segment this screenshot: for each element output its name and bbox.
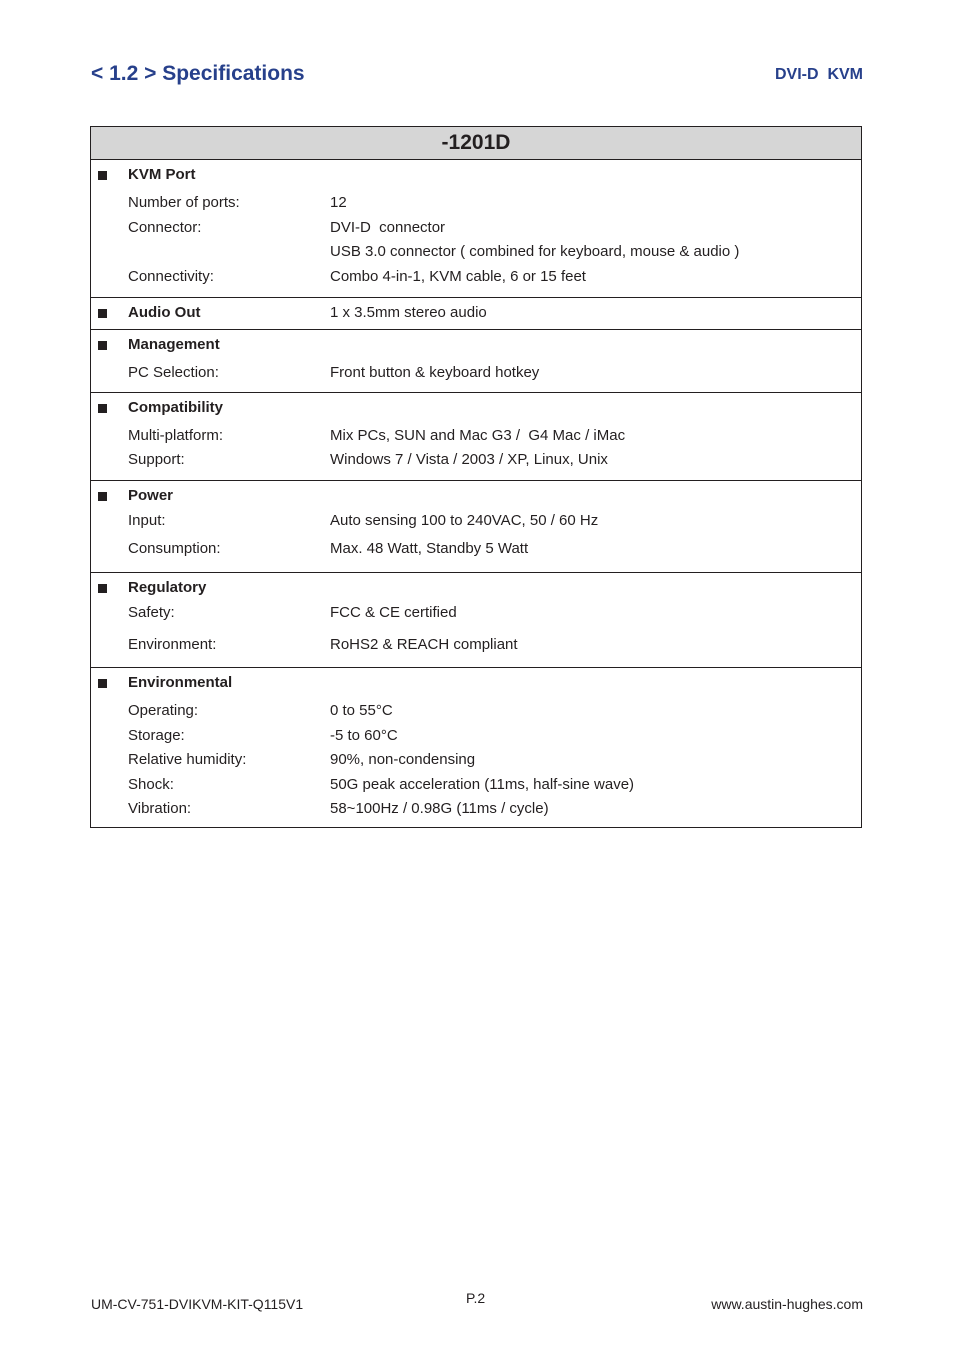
square-bullet-icon (98, 309, 107, 318)
section-title: Management (128, 336, 220, 353)
section-kvm-port (91, 160, 861, 297)
spec-row (91, 797, 861, 821)
spec-label: Input: (128, 512, 166, 529)
spec-label: Consumption: (128, 540, 221, 557)
spec-value: 12 (330, 194, 347, 211)
spec-row (91, 509, 861, 533)
spec-value: Combo 4-in-1, KVM cable, 6 or 15 feet (330, 268, 586, 285)
spec-value: 1 x 3.5mm stereo audio (330, 304, 487, 321)
spec-value: 0 to 55°C (330, 702, 393, 719)
spec-value: Windows 7 / Vista / 2003 / XP, Linux, Unix (330, 451, 608, 468)
section-title: Power (128, 487, 174, 504)
page-number: P.2 (466, 1290, 486, 1306)
spec-label: Multi-platform: (128, 427, 224, 444)
square-bullet-icon (98, 171, 107, 180)
spec-value: Front button & keyboard hotkey (330, 364, 540, 381)
spec-label: Vibration: (128, 800, 192, 817)
square-bullet-icon (98, 679, 107, 688)
document-code: UM-CV-751-DVIKVM-KIT-Q115V1 (91, 1296, 304, 1312)
spec-value: USB 3.0 connector ( combined for keyboard, mouse & audio ) (330, 243, 740, 260)
spec-row (91, 748, 861, 772)
spec-value: Auto sensing 100 to 240VAC, 50 / 60 Hz (330, 512, 599, 529)
spec-label: Storage: (128, 727, 185, 744)
spec-label: Number of ports: (128, 194, 240, 211)
square-bullet-icon (98, 404, 107, 413)
section-audio-out (91, 297, 861, 329)
website-link[interactable]: www.austin-hughes.com (711, 1296, 863, 1312)
product-label: DVI-D KVM (775, 66, 863, 83)
spec-value: RoHS2 & REACH compliant (330, 636, 518, 653)
spec-value: Mix PCs, SUN and Mac G3 / G4 Mac / iMac (330, 427, 626, 444)
spec-row (91, 240, 861, 264)
spec-row (91, 773, 861, 797)
spec-label: Relative humidity: (128, 751, 247, 768)
spec-value: DVI-D connector (330, 219, 446, 236)
section-title: Environmental (128, 674, 233, 691)
page-section-title: < 1.2 > Specifications (91, 62, 305, 85)
section-regulatory (91, 572, 861, 667)
model-header: -1201D (91, 127, 861, 160)
square-bullet-icon (98, 341, 107, 350)
spec-row (91, 601, 861, 625)
spec-label: Operating: (128, 702, 199, 719)
spec-label: Safety: (128, 604, 175, 621)
spec-row (91, 537, 861, 561)
spec-row (91, 361, 861, 385)
spec-row (91, 191, 861, 215)
section-title: Compatibility (128, 399, 224, 416)
square-bullet-icon (98, 584, 107, 593)
spec-row (91, 633, 861, 657)
spec-row (91, 699, 861, 723)
spec-label: PC Selection: (128, 364, 219, 381)
spec-row (91, 724, 861, 748)
spec-value: Max. 48 Watt, Standby 5 Watt (330, 540, 529, 557)
section-compatibility (91, 392, 861, 480)
spec-row (91, 265, 861, 289)
spec-label: Connector: (128, 219, 202, 236)
spec-label: Support: (128, 451, 185, 468)
section-title: Regulatory (128, 579, 207, 596)
spec-row (91, 424, 861, 448)
spec-row (91, 216, 861, 240)
square-bullet-icon (98, 492, 107, 501)
spec-value: 50G peak acceleration (11ms, half-sine wave) (330, 776, 635, 793)
section-power (91, 480, 861, 572)
section-environmental (91, 667, 861, 827)
spec-value: -5 to 60°C (330, 727, 398, 744)
section-title: KVM Port (128, 166, 196, 183)
section-title: Audio Out (128, 304, 201, 321)
spec-label: Shock: (128, 776, 174, 793)
spec-value: FCC & CE certified (330, 604, 457, 621)
spec-label: Environment: (128, 636, 217, 653)
specifications-table (90, 126, 862, 828)
spec-value: 58~100Hz / 0.98G (11ms / cycle) (330, 800, 549, 817)
spec-label: Connectivity: (128, 268, 214, 285)
spec-value: 90%, non-condensing (330, 751, 476, 768)
section-management (91, 329, 861, 392)
spec-row (91, 448, 861, 472)
